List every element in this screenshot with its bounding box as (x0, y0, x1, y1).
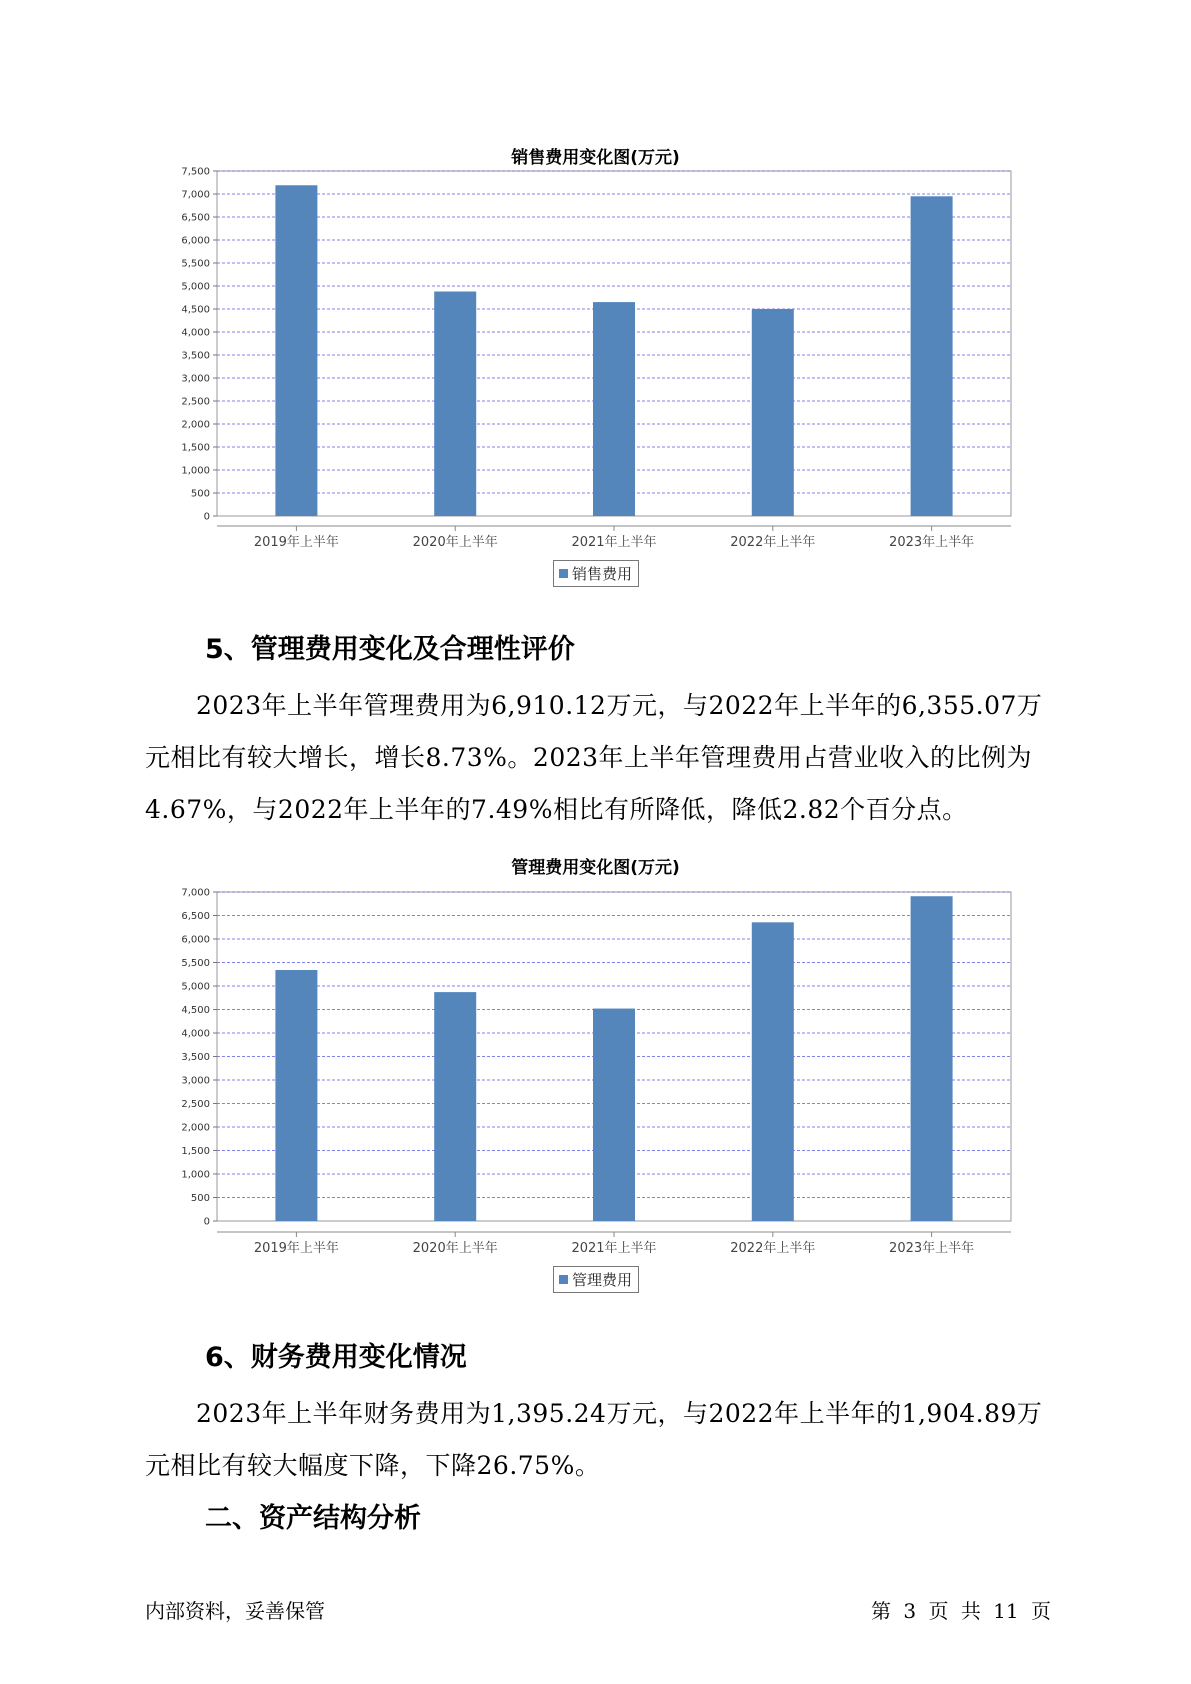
section-5-heading: 5、管理费用变化及合理性评价 (205, 634, 575, 665)
bar (752, 309, 794, 516)
y-tick-label: 5,000 (181, 981, 210, 993)
sales-expense-chart (0, 150, 1191, 710)
footer-page-number: 第 3 页 共 11 页 (871, 1599, 1051, 1623)
y-tick-label: 500 (190, 488, 210, 500)
y-tick-label: 500 (190, 1193, 210, 1204)
section-5-paragraph: 2023年上半年管理费用为6,910.12万元，与2022年上半年的6,355.07万元相比有较大增长，增长8.73%。2023年上半年管理费用占营业收入的比例为4.67%，与2022年上半年的7.49%相比有所降低，降低2.82个百分点。 (145, 691, 1043, 824)
y-tick-label: 6,000 (181, 235, 210, 247)
y-tick-label: 6,500 (181, 212, 210, 224)
y-tick-label: 5,000 (181, 281, 210, 293)
section-6-heading: 6、财务费用变化情况 (205, 1342, 467, 1373)
legend-swatch-icon (559, 569, 568, 578)
y-tick-label: 6,000 (181, 934, 210, 946)
y-tick-label: 3,500 (181, 350, 210, 362)
bar (911, 896, 953, 1221)
bar (275, 185, 317, 516)
y-tick-label: 5,500 (181, 258, 210, 270)
sales-chart-legend (553, 560, 639, 587)
sales-chart-title: 销售费用变化图(万元) (511, 148, 680, 168)
y-tick-label: 7,000 (181, 887, 210, 899)
y-tick-label: 1,500 (181, 1146, 210, 1157)
y-tick-label: 2,000 (181, 1122, 210, 1134)
x-tick-label: 2021年上半年 (571, 535, 657, 550)
bar (593, 1009, 635, 1221)
x-tick-label: 2023年上半年 (889, 1241, 975, 1256)
section-6-paragraph: 2023年上半年财务费用为1,395.24万元，与2022年上半年的1,904.89万元相比有较大幅度下降，下降26.75%。 (145, 1399, 1043, 1480)
y-tick-label: 7,000 (181, 189, 210, 201)
y-tick-label: 3,000 (181, 1075, 210, 1087)
bar (911, 196, 953, 516)
footer-confidential-note: 内部资料，妥善保管 (145, 1599, 325, 1623)
y-tick-label: 0 (203, 1216, 210, 1228)
bar (275, 970, 317, 1221)
x-tick-label: 2020年上半年 (412, 535, 498, 550)
y-tick-label: 2,500 (181, 396, 210, 408)
x-tick-label: 2020年上半年 (412, 1241, 498, 1256)
bar (434, 992, 476, 1221)
legend-swatch-icon (559, 1275, 568, 1284)
x-tick-label: 2023年上半年 (889, 535, 975, 550)
y-tick-label: 6,500 (181, 911, 210, 922)
y-tick-label: 2,500 (181, 1099, 210, 1110)
y-tick-label: 1,000 (181, 465, 210, 477)
y-tick-label: 1,500 (181, 442, 210, 454)
x-tick-label: 2022年上半年 (730, 1241, 816, 1256)
x-tick-label: 2021年上半年 (571, 1241, 657, 1256)
y-tick-label: 4,500 (181, 1005, 210, 1016)
bar (593, 302, 635, 516)
admin-expense-chart (0, 860, 1191, 1280)
legend-label: 销售费用 (572, 565, 633, 583)
y-tick-label: 2,000 (181, 419, 210, 431)
x-tick-label: 2019年上半年 (253, 535, 339, 550)
admin-chart-title: 管理费用变化图(万元) (511, 858, 680, 878)
bar (434, 292, 476, 516)
y-tick-label: 4,500 (181, 304, 210, 316)
x-tick-label: 2022年上半年 (730, 535, 816, 550)
y-tick-label: 5,500 (181, 958, 210, 969)
admin-chart-legend (553, 1266, 639, 1293)
y-tick-label: 4,000 (181, 1028, 210, 1040)
asset-structure-heading: 二、资产结构分析 (205, 1503, 421, 1534)
y-tick-label: 4,000 (181, 327, 210, 339)
y-tick-label: 1,000 (181, 1169, 210, 1181)
y-tick-label: 3,500 (181, 1052, 210, 1063)
legend-label: 管理费用 (572, 1271, 633, 1289)
x-tick-label: 2019年上半年 (253, 1241, 339, 1256)
y-tick-label: 3,000 (181, 373, 210, 385)
y-tick-label: 7,500 (181, 166, 210, 178)
y-tick-label: 0 (203, 511, 210, 523)
bar (752, 922, 794, 1221)
